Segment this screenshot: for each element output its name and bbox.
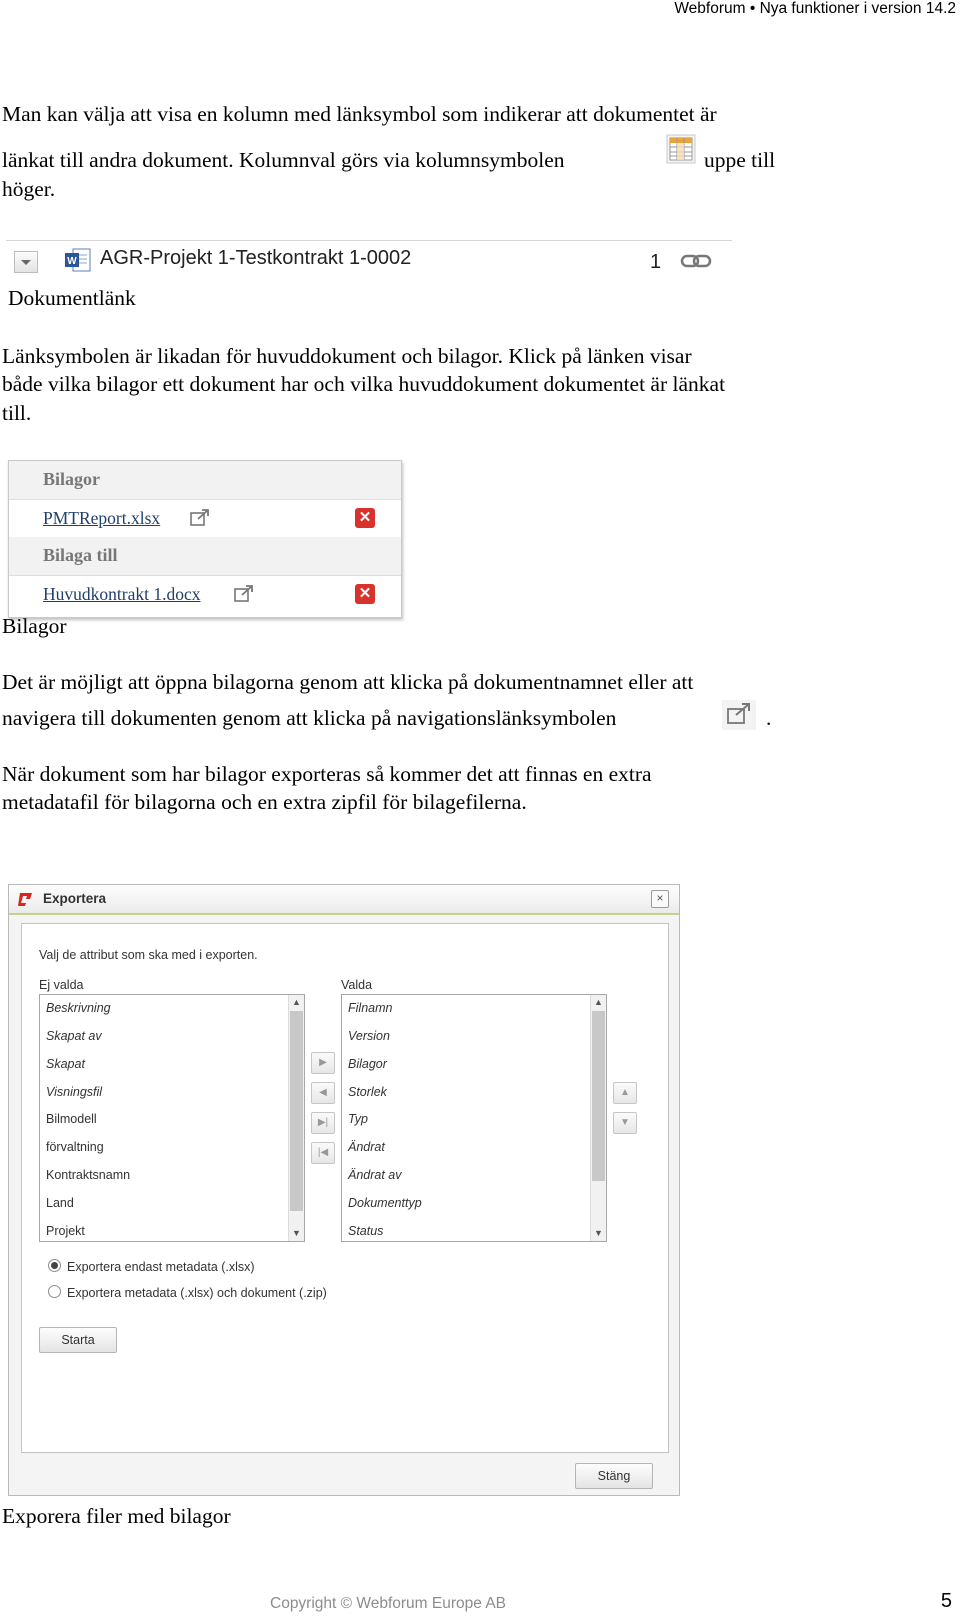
section-label: Bilaga till bbox=[43, 545, 118, 565]
export-instruction: Valj de attribut som ska med i exporten. bbox=[39, 948, 258, 962]
option-label: Exportera endast metadata (.xlsx) bbox=[67, 1260, 255, 1274]
scroll-down-icon[interactable]: ▼ bbox=[292, 1228, 301, 1238]
figure-caption: Bilagor bbox=[2, 614, 67, 638]
document-title[interactable]: AGR-Projekt 1-Testkontrakt 1-0002 bbox=[100, 247, 412, 269]
external-link-icon[interactable] bbox=[233, 584, 255, 609]
radio-selected[interactable] bbox=[48, 1259, 61, 1272]
list-item[interactable]: förvaltning bbox=[46, 1140, 104, 1154]
paragraph-line: till. bbox=[2, 401, 32, 425]
list-item[interactable]: Typ bbox=[348, 1112, 368, 1126]
list-item[interactable]: Bilagor bbox=[348, 1057, 387, 1071]
document-link-screenshot bbox=[6, 240, 732, 287]
paragraph-line: metadatafil för bilagorna och en extra zipfil för bilagefilerna. bbox=[2, 790, 527, 814]
figure-caption: Exporera filer med bilagor bbox=[2, 1504, 231, 1528]
paragraph-line: både vilka bilagor ett dokument har och vilka huvuddokument dokumentet är länkat bbox=[2, 372, 726, 396]
list-item[interactable]: Ändrat av bbox=[348, 1168, 402, 1182]
list-item[interactable]: Status bbox=[348, 1224, 384, 1238]
list-item[interactable]: Kontraktsnamn bbox=[46, 1168, 131, 1182]
scrollbar[interactable] bbox=[288, 995, 304, 1241]
external-link-icon bbox=[722, 700, 756, 730]
selected-attributes-list[interactable] bbox=[341, 994, 607, 1242]
list-item[interactable]: Version bbox=[348, 1029, 390, 1043]
figure-caption: Dokumentlänk bbox=[8, 286, 136, 310]
page-header: Webforum • Nya funktioner i version 14.2 bbox=[674, 0, 956, 17]
scroll-up-icon[interactable]: ▲ bbox=[292, 997, 301, 1007]
scroll-up-icon[interactable]: ▲ bbox=[594, 997, 603, 1007]
paragraph-line: länkat till andra dokument. Kolumnval görs via kolumnsymbolen bbox=[2, 148, 565, 172]
start-button[interactable]: Starta bbox=[39, 1327, 117, 1353]
dialog-titlebar bbox=[9, 885, 679, 915]
move-all-left-button[interactable]: |◀ bbox=[311, 1142, 335, 1164]
attachments-section-header bbox=[9, 461, 401, 500]
list-item[interactable]: Skapat av bbox=[46, 1029, 102, 1043]
link-count: 1 bbox=[650, 251, 662, 273]
list-item[interactable]: Projekt bbox=[46, 1224, 85, 1238]
column-grid-icon bbox=[666, 134, 696, 164]
word-document-icon bbox=[64, 247, 92, 273]
unselected-label: Ej valda bbox=[39, 978, 84, 992]
paragraph-line: höger. bbox=[2, 177, 56, 201]
row-expand-button[interactable] bbox=[14, 251, 38, 273]
list-item[interactable]: Filnamn bbox=[348, 1001, 393, 1015]
move-up-button[interactable]: ▲ bbox=[613, 1082, 637, 1104]
paragraph-line: Det är möjligt att öppna bilagorna genom att klicka på dokumentnamnet eller att bbox=[2, 670, 694, 694]
export-dialog bbox=[8, 884, 680, 1496]
remove-icon[interactable]: ✕ bbox=[355, 508, 375, 528]
dialog-title: Exportera bbox=[43, 891, 107, 906]
dialog-body bbox=[21, 923, 669, 1453]
attachment-link[interactable]: Huvudkontrakt 1.docx bbox=[43, 584, 201, 604]
list-item[interactable]: Bilmodell bbox=[46, 1112, 97, 1126]
svg-text:W: W bbox=[67, 256, 77, 267]
close-icon[interactable]: × bbox=[651, 890, 669, 908]
radio-unselected[interactable] bbox=[48, 1285, 61, 1298]
page-number: 5 bbox=[940, 1590, 952, 1612]
list-item[interactable]: Skapat bbox=[46, 1057, 85, 1071]
paragraph-line: När dokument som har bilagor exporteras så kommer det att finnas en extra bbox=[2, 762, 652, 786]
attachment-link[interactable]: PMTReport.xlsx bbox=[43, 508, 161, 528]
chain-link-icon[interactable] bbox=[680, 251, 712, 276]
attachment-row bbox=[9, 499, 401, 538]
section-label: Bilagor bbox=[43, 469, 100, 489]
webforum-logo-icon bbox=[17, 891, 35, 912]
move-down-button[interactable]: ▼ bbox=[613, 1112, 637, 1134]
paragraph-line: Länksymbolen är likadan för huvuddokument och bilagor. Klick på länken visar bbox=[2, 344, 692, 368]
export-option-metadata[interactable] bbox=[48, 1259, 255, 1274]
footer-copyright: Copyright © Webforum Europe AB bbox=[270, 1595, 506, 1612]
scroll-thumb[interactable] bbox=[592, 1011, 605, 1181]
scroll-down-icon[interactable]: ▼ bbox=[594, 1228, 603, 1238]
move-right-button[interactable]: ▶ bbox=[311, 1052, 335, 1074]
move-all-right-button[interactable]: ▶| bbox=[311, 1112, 335, 1134]
paragraph-line: Man kan välja att visa en kolumn med länksymbol som indikerar att dokumentet är bbox=[2, 102, 717, 126]
selected-label: Valda bbox=[341, 978, 373, 992]
list-item[interactable]: Dokumenttyp bbox=[348, 1196, 422, 1210]
close-button[interactable]: Stäng bbox=[575, 1463, 653, 1489]
list-item[interactable]: Storlek bbox=[348, 1085, 387, 1099]
list-item[interactable]: Ändrat bbox=[348, 1140, 385, 1154]
list-item[interactable]: Beskrivning bbox=[46, 1001, 111, 1015]
attachment-row bbox=[9, 575, 401, 613]
scrollbar[interactable] bbox=[590, 995, 606, 1241]
unselected-attributes-list[interactable] bbox=[39, 994, 305, 1242]
paragraph-line: uppe till bbox=[704, 148, 776, 172]
paragraph-line: navigera till dokumenten genom att klicka på navigationslänksymbolen bbox=[2, 706, 617, 730]
export-option-metadata-documents[interactable] bbox=[48, 1285, 327, 1300]
paragraph-line: . bbox=[766, 706, 772, 730]
list-item[interactable]: Visningsfil bbox=[46, 1085, 103, 1099]
external-link-icon[interactable] bbox=[189, 508, 211, 533]
attachments-popup bbox=[8, 460, 402, 618]
scroll-thumb[interactable] bbox=[290, 1011, 303, 1211]
attachments-section-header bbox=[9, 537, 401, 576]
option-label: Exportera metadata (.xlsx) och dokument (.zip) bbox=[67, 1286, 327, 1300]
chevron-down-icon bbox=[15, 252, 37, 272]
remove-icon[interactable]: ✕ bbox=[355, 584, 375, 604]
move-left-button[interactable]: ◀ bbox=[311, 1082, 335, 1104]
list-item[interactable]: Land bbox=[46, 1196, 74, 1210]
